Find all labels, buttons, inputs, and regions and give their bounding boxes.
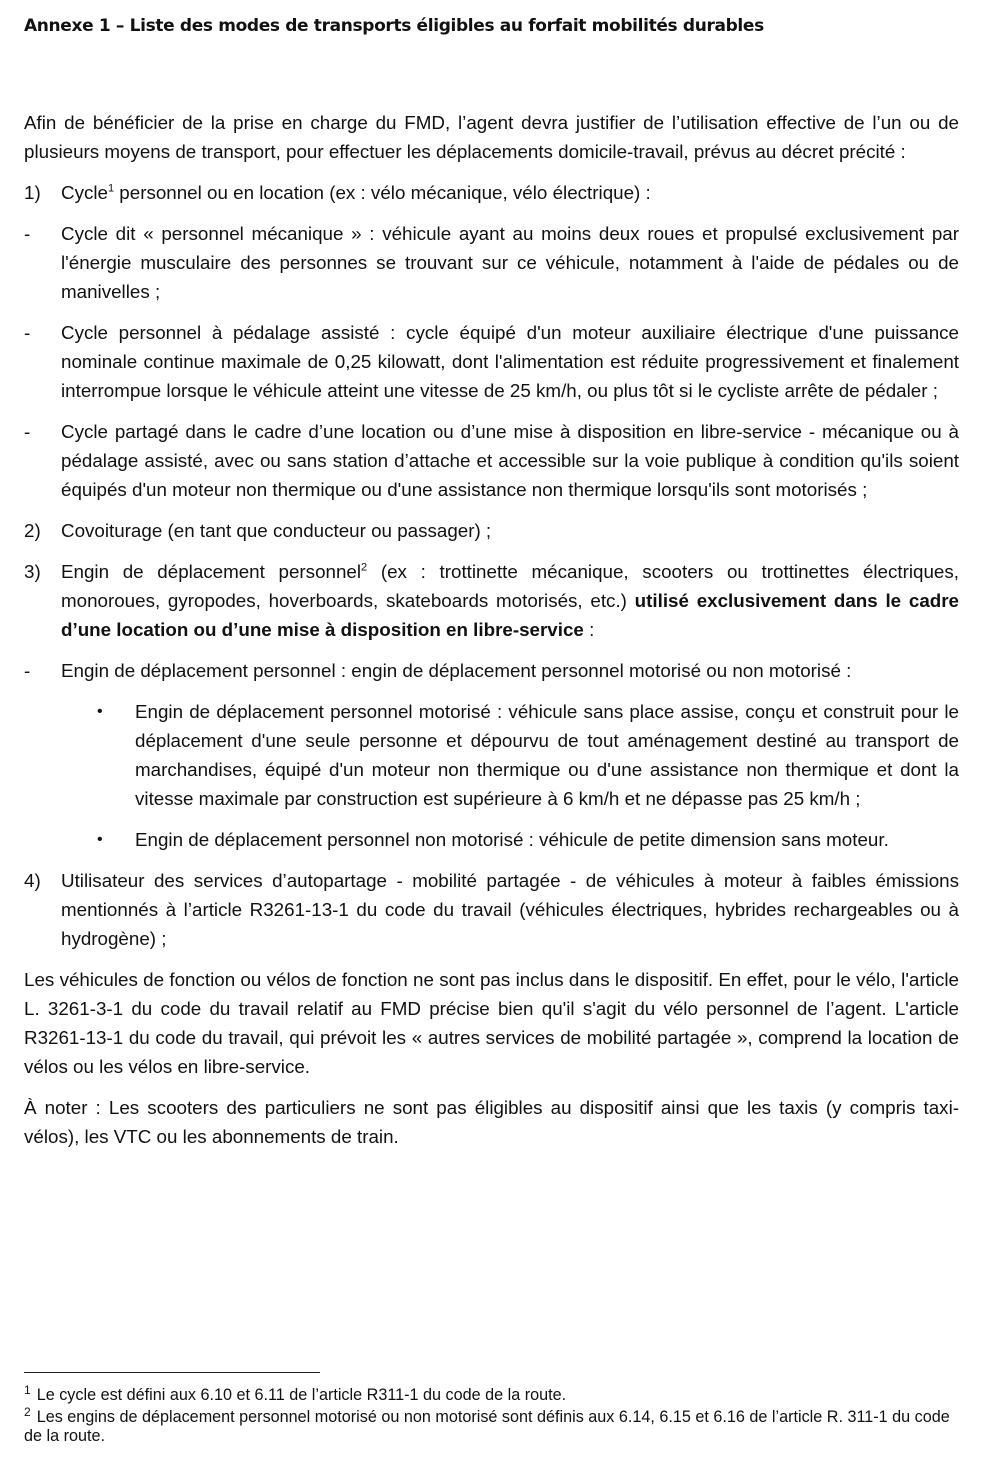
list-item-cycle-assiste (24, 318, 959, 405)
item-bold-text: utilisé exclusivement dans le cadre d’une location ou d’une mise à disposition en libre-service (61, 590, 959, 640)
document-body (24, 108, 959, 1151)
footnote-number: 2 (24, 1404, 31, 1419)
item-text: Cycle (61, 182, 108, 203)
dash-marker: - (24, 223, 31, 244)
list-item-engin-def (24, 656, 959, 685)
footnote-text: Le cycle est défini aux 6.10 et 6.11 de l’article R311-1 du code de la route. (36, 1386, 567, 1404)
list-marker: 4) (24, 870, 41, 891)
intro-paragraph: Afin de bénéficier de la prise en charge du FMD, l’agent devra justifier de l’utilisation effective de l’un ou de plusieurs moyens de transport, pour effectuer les déplacements domicile-travail, prévus au décret précité : (24, 112, 959, 162)
footnote-number: 1 (24, 1382, 31, 1397)
list-item-cycle-mecanique (24, 219, 959, 306)
footnote-separator (24, 1372, 320, 1373)
footnote-2 (24, 1404, 954, 1446)
dash-marker: - (24, 322, 31, 343)
annex-heading: Annexe 1 – Liste des modes de transports éligibles au forfait mobilités durables (24, 16, 764, 36)
footnote-text: Les engins de déplacement personnel motorisé ou non motorisé sont définis aux 6.14, 6.15 et 6.16 de l’article R. 311-1 du code de la route. (24, 1408, 950, 1445)
paragraph-fonction: Les véhicules de fonction ou vélos de fonction ne sont pas inclus dans le dispositif. En effet, pour le vélo, l'article L. 3261-3-1 du code du travail relatif au FMD précise bien qu'il s'agit du vélo personnel de l’agent. L'article R3261-13-1 du code du travail, qui prévoit les « autres services de mobilité partagée », comprend la location de vélos ou les vélos en libre-service. (24, 969, 959, 1077)
item-text: personnel ou en location (ex : vélo mécanique, vélo électrique) : (114, 182, 651, 203)
item-text: : (583, 619, 595, 640)
list-item-cycle-partage (24, 417, 959, 504)
bullet-marker: • (97, 831, 103, 848)
bullet-item-motorise (24, 697, 959, 813)
list-item-autopartage (24, 866, 959, 953)
item-text: Engin de déplacement personnel : engin de déplacement personnel motorisé ou non motorisé : (61, 660, 852, 681)
list-marker: 3) (24, 561, 41, 582)
item-text: (ex : trottinette mécanique, scooters ou trottinettes électriques, monoroues, gyropodes, hoverboards, skateboards motorisés, etc.) (61, 561, 959, 611)
list-item-covoiturage (24, 516, 959, 545)
item-text: Cycle partagé dans le cadre d’une location ou d’une mise à disposition en libre-service - mécanique ou à pédalage assisté, avec ou sans station d’attache et accessible sur la voie publique à condition qu'ils soient équipés d'un moteur non thermique ou d'une assistance non thermique lorsqu'ils sont motorisés ; (61, 421, 959, 500)
bullet-marker: • (97, 703, 103, 720)
bullet-text: Engin de déplacement personnel non motorisé : véhicule de petite dimension sans moteur. (135, 829, 889, 850)
list-item-cycle (24, 178, 959, 207)
item-text: Covoiturage (en tant que conducteur ou passager) ; (61, 520, 492, 541)
list-marker: 2) (24, 520, 41, 541)
item-text: Utilisateur des services d’autopartage - mobilité partagée - de véhicules à moteur à faibles émissions mentionnés à l’article R3261-13-1 du code du travail (véhicules électriques, hybrides rechargeables ou à hydrogène) ; (61, 870, 959, 949)
footnotes (24, 1382, 954, 1449)
dash-marker: - (24, 421, 31, 442)
footnote-ref-1: 1 (107, 182, 115, 195)
footnote-ref-2: 2 (361, 561, 368, 574)
bullet-item-non-motorise (24, 825, 959, 854)
paragraph-a-noter: À noter : Les scooters des particuliers ne sont pas éligibles au dispositif ainsi que les taxis (y compris taxi-vélos), les VTC ou les abonnements de train. (24, 1097, 959, 1147)
dash-marker: - (24, 660, 31, 681)
list-marker: 1) (24, 182, 41, 203)
footnote-1 (24, 1382, 954, 1405)
item-text: Cycle personnel à pédalage assisté : cycle équipé d'un moteur auxiliaire électrique d'une puissance nominale continue maximale de 0,25 kilowatt, dont l'alimentation est réduite progressivement et finalement interrompue lorsque le véhicule atteint une vitesse de 25 km/h, ou plus tôt si le cycliste arrête de pédaler ; (61, 322, 959, 401)
list-item-engin (24, 557, 959, 644)
item-text: Engin de déplacement personnel (61, 561, 362, 582)
bullet-text: Engin de déplacement personnel motorisé : véhicule sans place assise, conçu et construit pour le déplacement d'une seule personne et dépourvu de tout aménagement destiné au transport de marchandises, équipé d'un moteur non thermique ou d'une assistance non thermique et dont la vitesse maximale par construction est supérieure à 6 km/h et ne dépasse pas 25 km/h ; (135, 701, 959, 809)
item-text: Cycle dit « personnel mécanique » : véhicule ayant au moins deux roues et propulsé exclusivement par l'énergie musculaire des personnes se trouvant sur ce véhicule, notamment à l'aide de pédales ou de manivelles ; (61, 223, 959, 302)
